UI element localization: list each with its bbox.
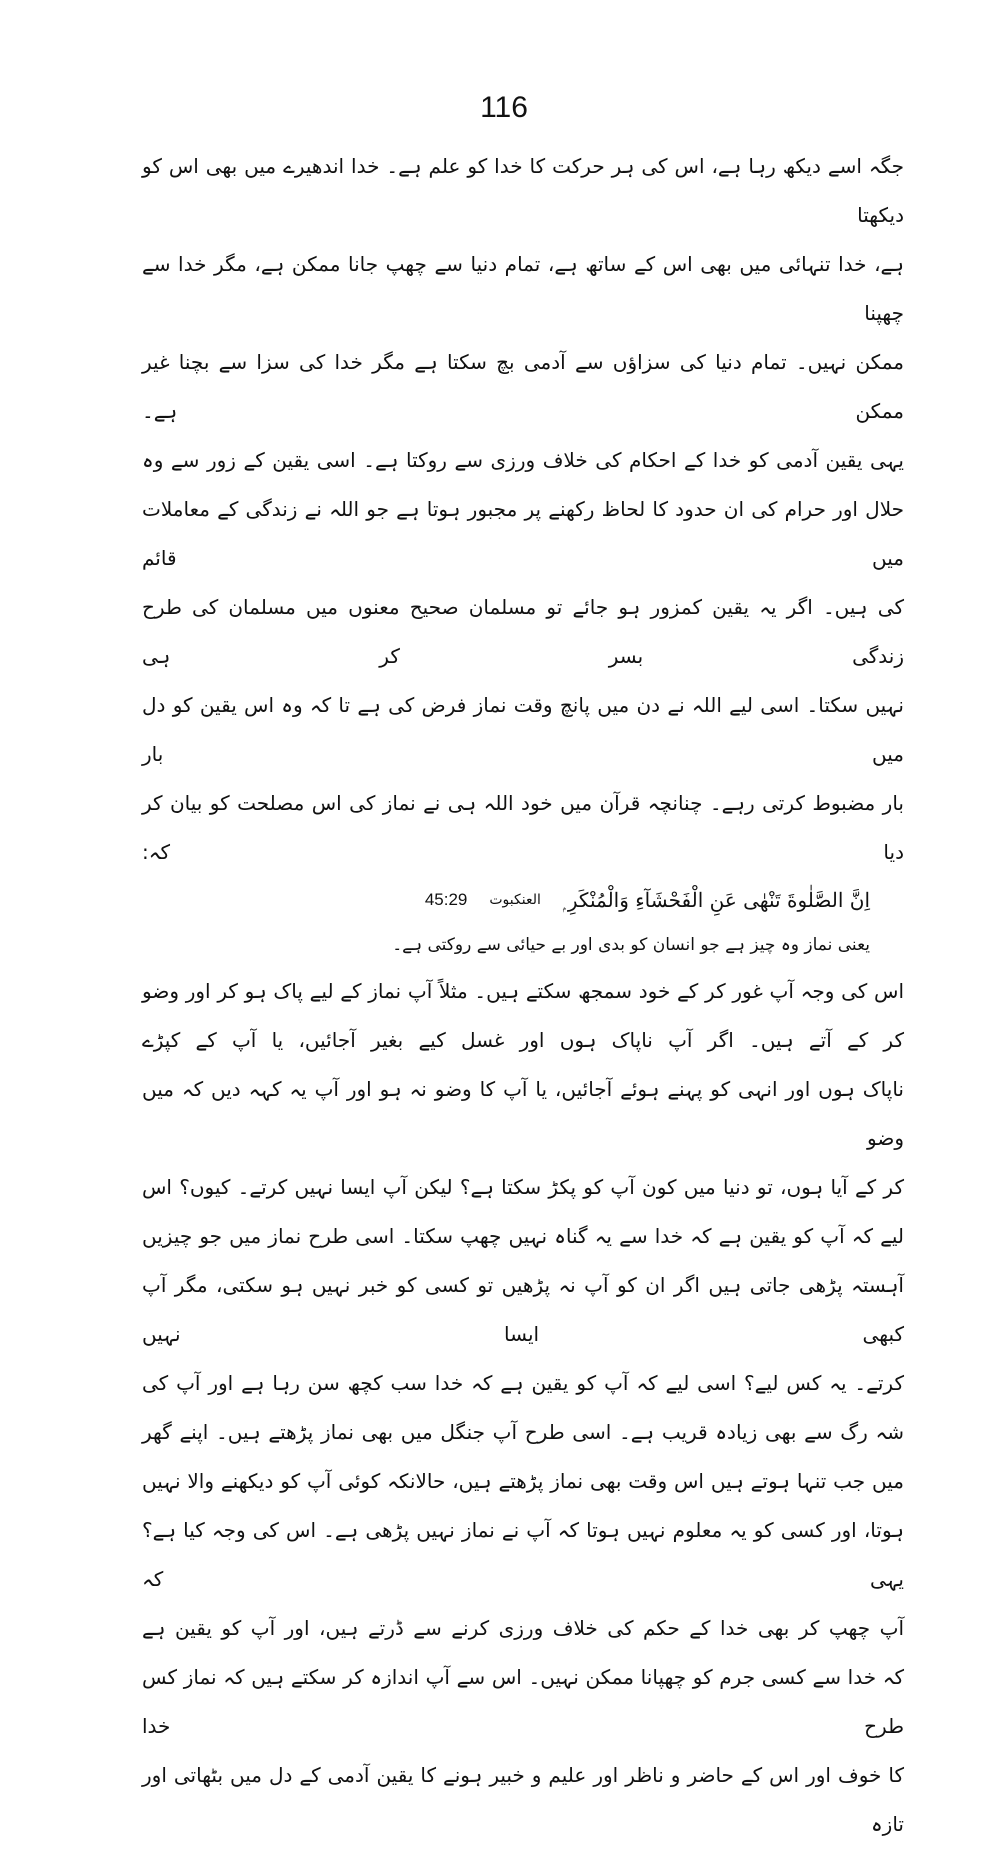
text-line: ہوتا، اور کسی کو یہ معلوم نہیں ہوتا کہ آپ نے نماز نہیں پڑھی ہے۔ اس کی وجہ کیا ہے؟ یہی کہ (142, 1518, 904, 1591)
text-line: حلال اور حرام کی ان حدود کا لحاظ رکھنے پر مجبور ہوتا ہے جو اللہ نے زندگی کے معاملات میں قائم (142, 497, 904, 570)
text-line: کر کے آتے ہیں۔ اگر آپ ناپاک ہوں اور غسل کیے بغیر آجائیں، یا آپ کے کپڑے (142, 1028, 904, 1052)
verse-surah: العنکبوت (489, 892, 541, 908)
text-line: ناپاک ہوں اور انہی کو پہنے ہوئے آجائیں، یا آپ کا وضو نہ ہو اور آپ یہ کہہ دیں کہ میں وضو (142, 1077, 904, 1150)
text-line: کر کے آیا ہوں، تو دنیا میں کون آپ کو پکڑ سکتا ہے؟ لیکن آپ ایسا نہیں کرتے۔ کیوں؟ اس (142, 1175, 904, 1199)
text-line: کی ہیں۔ اگر یہ یقین کمزور ہو جائے تو مسلمان صحیح معنوں میں مسلمان کی طرح زندگی بسر کر ہی (142, 595, 904, 668)
page-number: 116 (480, 91, 528, 124)
text-line: آپ چھپ کر بھی خدا کے حکم کی خلاف ورزی کرنے سے ڈرتے ہیں، اور آپ کو یقین ہے (142, 1616, 904, 1640)
text-line: میں جب تنہا ہوتے ہیں اس وقت بھی نماز پڑھتے ہیں، حالانکہ کوئی آپ کو دیکھنے والا نہیں (142, 1469, 904, 1493)
text-line: لیے کہ آپ کو یقین ہے کہ خدا سے یہ گناہ نہیں چھپ سکتا۔ اسی طرح نماز میں جو چیزیں (142, 1224, 904, 1248)
text-line: بار مضبوط کرتی رہے۔ چنانچہ قرآن میں خود اللہ ہی نے نماز کی اس مصلحت کو بیان کر دیا کہ: (142, 791, 904, 864)
verse-arabic: اِنَّ الصَّلٰوةَ تَنْهٰى عَنِ الْفَحْشَآءِ وَالْمُنْكَرِ ۭ (562, 888, 870, 912)
text-line: کا خوف اور اس کے حاضر و ناظر اور علیم و خبیر ہونے کا یقین آدمی کے دل میں بٹھاتی اور تازہ (142, 1763, 904, 1836)
verse-reference: 45:29 (424, 890, 468, 909)
text-line: ہے، خدا تنہائی میں بھی اس کے ساتھ ہے، تمام دنیا سے چھپ جانا ممکن ہے، مگر خدا سے چھپنا (142, 252, 904, 325)
text-line: جگہ اسے دیکھ رہا ہے، اس کی ہر حرکت کا خدا کو علم ہے۔ خدا اندھیرے میں بھی اس کو دیکھتا (142, 154, 904, 227)
text-line: آہستہ پڑھی جاتی ہیں اگر ان کو آپ نہ پڑھیں تو کسی کو خبر نہیں ہو سکتی، مگر آپ کبھی ایسا نہیں (142, 1273, 904, 1346)
verse-translation: یعنی نماز وہ چیز ہے جو انسان کو بدی اور بے حیائی سے روکتی ہے۔ (392, 935, 870, 955)
paragraph-2 (142, 967, 904, 1849)
text-line: کرتے۔ یہ کس لیے؟ اسی لیے کہ آپ کو یقین ہے کہ خدا سب کچھ سن رہا ہے اور آپ کی (142, 1371, 904, 1395)
text-line: ممکن نہیں۔ تمام دنیا کی سزاؤں سے آدمی بچ سکتا ہے مگر خدا کی سزا سے بچنا غیر ممکن ہے۔ (142, 350, 904, 423)
paragraph-1 (142, 142, 904, 877)
text-line: یہی یقین آدمی کو خدا کے احکام کی خلاف ورزی سے روکتا ہے۔ اسی یقین کے زور سے وہ (142, 448, 904, 472)
text-line: شہ رگ سے بھی زیادہ قریب ہے۔ اسی طرح آپ جنگل میں بھی نماز پڑھتے ہیں۔ اپنے گھر (142, 1420, 904, 1444)
text-line: کہ خدا سے کسی جرم کو چھپانا ممکن نہیں۔ اس سے آپ اندازہ کر سکتے ہیں کہ نماز کس طرح خدا (142, 1665, 904, 1738)
text-line: اس کی وجہ آپ غور کر کے خود سمجھ سکتے ہیں۔ مثلاً آپ نماز کے لیے پاک ہو کر اور وضو (142, 979, 904, 1003)
quran-verse (330, 877, 870, 923)
text-line: نہیں سکتا۔ اسی لیے اللہ نے دن میں پانچ وقت نماز فرض کی ہے تا کہ وہ اس یقین کو دل میں بار (142, 693, 904, 766)
